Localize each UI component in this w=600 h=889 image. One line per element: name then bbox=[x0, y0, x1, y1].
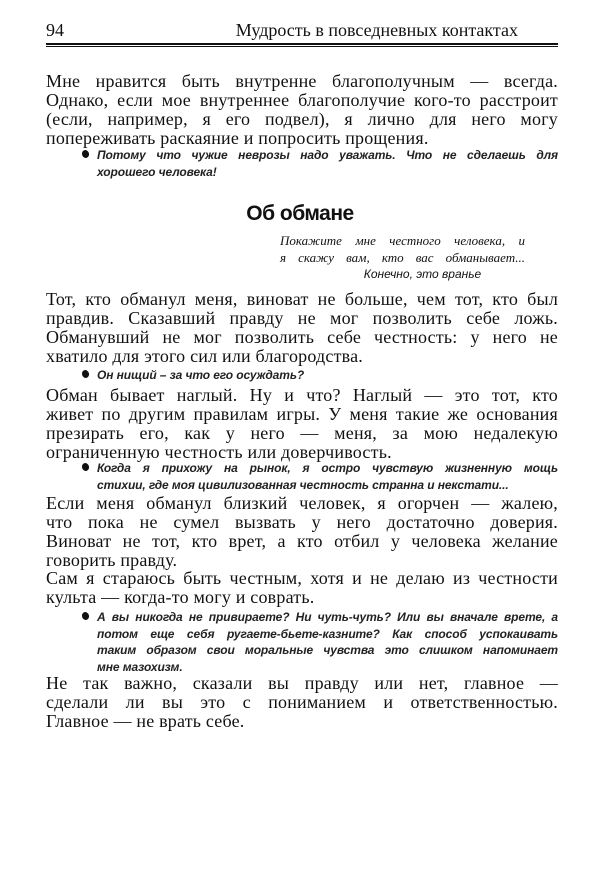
note-2 bbox=[82, 367, 558, 384]
note-line: таким образом свои моральные чувства это слишком напоминает bbox=[97, 643, 558, 657]
epigraph-author: Конечно, это вранье bbox=[363, 267, 482, 281]
text-line: культа — когда-то могу и соврать. bbox=[46, 587, 315, 607]
note-line: мне мазохизм. bbox=[97, 659, 183, 674]
paragraph-4 bbox=[46, 494, 558, 570]
text-line: что пока не сумел вызвать у него достаточно доверия. bbox=[46, 512, 558, 532]
epigraph-line: я скажу вам, кто вас обманывает... bbox=[280, 250, 525, 265]
text-line: Мне нравится быть внутренне благополучным — всегда. bbox=[46, 71, 558, 91]
text-line: ограниченную честность или доверчивость. bbox=[46, 442, 392, 462]
text-line: Однако, если мое внутреннее благополучие кого-то расстроит bbox=[46, 90, 558, 110]
text-line: попереживать раскаяние и попросить прощения. bbox=[46, 128, 429, 148]
text-line: Не так важно, сказали вы правду или нет, главное — bbox=[46, 673, 558, 693]
bullet-icon bbox=[81, 462, 90, 472]
note-line: А вы никогда не привираете? Ни чуть-чуть? Или вы вначале врете, а bbox=[97, 610, 558, 624]
text-line: хватило для этого сил или благородства. bbox=[46, 346, 363, 366]
note-line: стихии, где моя цивилизованная честность странна и некстати... bbox=[97, 477, 509, 492]
paragraph-3 bbox=[46, 386, 558, 462]
running-title: Мудрость в повседневных контактах bbox=[235, 20, 518, 40]
note-line: потом еще себя ругаете-бьете-казните? Как способ успокаивать bbox=[97, 626, 558, 641]
paragraph-5 bbox=[46, 569, 558, 607]
text-line: Главное — не врать себе. bbox=[46, 711, 245, 731]
bullet-icon bbox=[81, 369, 90, 379]
paragraph-2 bbox=[46, 290, 558, 366]
note-1 bbox=[82, 147, 558, 180]
running-header bbox=[46, 20, 558, 44]
text-line: сделали ли вы это с пониманием и ответственностью. bbox=[46, 692, 558, 712]
text-line: Виноват не тот, кто врет, а кто отбил у человека желание bbox=[46, 531, 558, 551]
note-line: Потому что чужие неврозы надо уважать. Что не сделаешь для bbox=[97, 148, 558, 162]
text-line: (если, например, я его подвел), я лично для него могу bbox=[46, 109, 558, 129]
text-line: Если меня обманул близкий человек, я огорчен — жалею, bbox=[46, 493, 558, 513]
note-4 bbox=[82, 609, 558, 675]
text-line: правдив. Сказавший правду не мог позволить себе ложь. bbox=[46, 308, 558, 328]
text-line: Обманувший не мог позволить себе честность: у него не bbox=[46, 327, 558, 347]
text-line: говорить правду. bbox=[46, 550, 178, 570]
header-rule bbox=[46, 43, 558, 47]
text-line: Сам я стараюсь быть честным, хотя и не делаю из честности bbox=[46, 568, 558, 588]
epigraph bbox=[280, 232, 525, 283]
note-line: Когда я прихожу на рынок, я остро чувствую жизненную мощь bbox=[97, 461, 558, 475]
note-line: хорошего человека! bbox=[97, 164, 217, 179]
text-line: живет по другим правилам игры. У меня такие же основания bbox=[46, 404, 558, 424]
text-line: презирать его, как у него — меня, за мою недалекую bbox=[46, 423, 558, 443]
section-title: Об обмане bbox=[246, 202, 354, 225]
paragraph-6 bbox=[46, 674, 558, 731]
page-number: 94 bbox=[46, 20, 64, 40]
text-line: Обман бывает наглый. Ну и что? Наглый — это тот, кто bbox=[46, 385, 558, 405]
text-line: Тот, кто обманул меня, виноват не больше, чем тот, кто был bbox=[46, 289, 558, 309]
paragraph-1 bbox=[46, 72, 558, 148]
epigraph-line: Покажите мне честного человека, и bbox=[280, 233, 525, 248]
bullet-icon bbox=[81, 611, 90, 621]
note-line: Он нищий – за что его осуждать? bbox=[97, 368, 305, 382]
note-3 bbox=[82, 460, 558, 493]
bullet-icon bbox=[81, 149, 90, 159]
